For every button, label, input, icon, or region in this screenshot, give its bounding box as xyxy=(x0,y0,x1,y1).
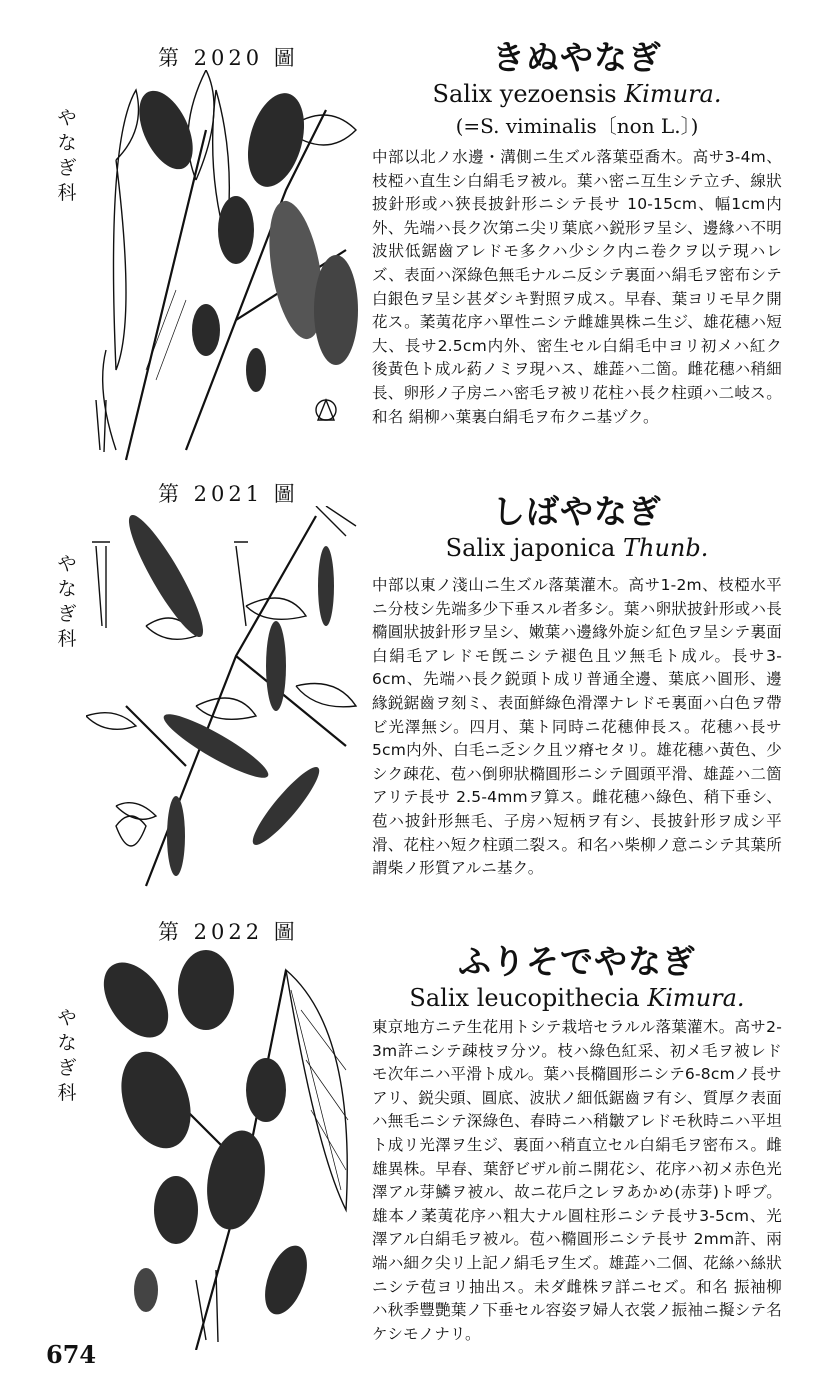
description: 東京地方ニテ生花用トシテ栽培セラルル落葉灌木。高サ2-3m許ニシテ疎枝ヲ分ツ。枝ハ綠色紅采、初メ毛ヲ被レドモ次年ニハ平滑ト成ル。葉ハ長橢圓形ニシテ6-8cmノ長サアリ、鋭尖頭、圓底、波狀ノ細低鋸齒ヲ有シ、質厚ク表面ハ無毛ニシテ深綠色、春時ニハ稍皺アレドモ秋時ニハ平坦ト成リ光澤ヲ生ジ、裏面ハ稍直立セル白絹毛ヲ密布ス。雌雄異株。早春、葉舒ビザル前ニ開花シ、花序ハ初メ赤色光澤アル芽鱗ヲ被ル、故ニ花戶之レヲあかめ(赤芽)ト呼ブ。雄本ノ葇荑花序ハ粗大ナル圓柱形ニシテ長サ3-5cm、光澤アル白絹毛ヲ被ル。苞ハ橢圓形ニシテ長サ 2mm許、兩端ハ細ク尖リ上記ノ絹毛ヲ生ズ。雄蕋ハ二個、花絲ハ絲狀ニシテ苞ヨリ抽出ス。未ダ雌株ヲ詳ニセズ。和名 振袖柳ハ秋季豐艷葉ノ下垂セル容姿ヲ婦人衣裳ノ振袖ニ擬シテ名ケシモノナリ。 xyxy=(372,1018,782,1343)
synonym: (=S. viminalis〔non L.〕) xyxy=(455,114,699,138)
japanese-name: ふりそでやなぎ xyxy=(458,942,696,981)
family-label-3: や な ぎ 科 xyxy=(57,1007,77,1104)
scientific-name: Salix yezoensis Kimura. xyxy=(432,80,722,108)
description: 中部以東ノ淺山ニ生ズル落葉灌木。高サ1-2m、枝椏水平ニ分枝シ先端多少下垂スル者多シ。葉ハ卵狀披針形或ハ長橢圓狀披針形ヲ呈シ、嫩葉ハ邊緣外旋シ紅色ヲ呈シテ裏面白絹毛アレドモ旣ニシテ褪色且ツ無毛ト成ル。長サ3-6cm、先端ハ長ク鋭頭ト成リ普通全邊、葉底ハ圓形、邊緣鋭鋸齒ヲ刻ミ、表面鮮綠色滑澤ナレドモ裏面ハ白色ヲ帶ビ光澤無シ。四月、葉ト同時ニ花穗伸長ス。花穗ハ長サ5cm内外、白毛ニ乏シク且ツ瘠セタリ。雄花穗ハ黃色、少シク疎花、苞ハ倒卵狀橢圓形ニシテ圓頭平滑、雄蕋ハ二箇アリテ長サ 2.5-4mmヲ算ス。雌花穗ハ綠色、稍下垂シ、苞ハ披針形無毛、子房ハ短柄ヲ有シ、長披針形ヲ成シ平滑、花柱ハ短ク柱頭二裂ス。和名ハ柴柳ノ意ニシテ其葉所謂柴ノ形質アルニ基ク。 xyxy=(372,576,782,878)
figure-label-2020: 第 2020 圖 xyxy=(158,46,299,70)
illustration-salix-leucopithecia xyxy=(86,950,364,1350)
entry-kinuyanagi xyxy=(372,38,782,429)
japanese-name: しばやなぎ xyxy=(492,492,662,531)
illustration-salix-japonica xyxy=(86,506,364,898)
page-number: 674 xyxy=(46,1340,97,1369)
family-label-1: や な ぎ 科 xyxy=(57,107,77,204)
entry-furisodeyanagi xyxy=(372,942,782,1346)
figure-label-2022: 第 2022 圖 xyxy=(158,920,299,944)
entry-shibayanagi xyxy=(372,492,782,881)
description: 中部以北ノ水邊・溝側ニ生ズル落葉亞喬木。高サ3-4m、枝椏ハ直生シ白絹毛ヲ被ル。葉ハ密ニ互生シテ立チ、線狀披針形或ハ狹長披針形ニシテ長サ 10-15cm、幅1cm内外、先端ハ長ク次第ニ尖リ葉底ハ鋭形ヲ呈シ、邊緣ハ不明波狀低鋸齒アレドモ多クハ少シク内ニ卷クヲ以テ現ハレズ、表面ハ深綠色無毛ナルニ反シテ裏面ハ絹毛ヲ密布シテ白銀色ヲ呈シ甚ダシキ對照ヲ成ス。早春、葉ヨリモ早ク開花ス。葇荑花序ハ單性ニシテ雌雄異株ニ生ジ、雄花穗ハ短大、長サ2.5cm内外、密生セル白絹毛中ヨリ初メハ紅ク後黃色ト成ル葯ノミヲ現ハス、雄蕋ハ二箇。雌花穗ハ稍細長、卵形ノ子房ニハ密毛ヲ被リ花柱ハ長ク柱頭ハ二岐ス。和名 絹柳ハ葉裏白絹毛ヲ布クニ基ヅク。 xyxy=(372,148,782,426)
family-label-2: や な ぎ 科 xyxy=(57,553,77,650)
illustration-salix-yezoensis xyxy=(86,70,364,462)
figure-label-2021: 第 2021 圖 xyxy=(158,482,299,506)
scientific-name: Salix leucopithecia Kimura. xyxy=(409,984,745,1012)
scientific-name: Salix japonica Thunb. xyxy=(445,534,709,562)
japanese-name: きぬやなぎ xyxy=(492,38,662,77)
